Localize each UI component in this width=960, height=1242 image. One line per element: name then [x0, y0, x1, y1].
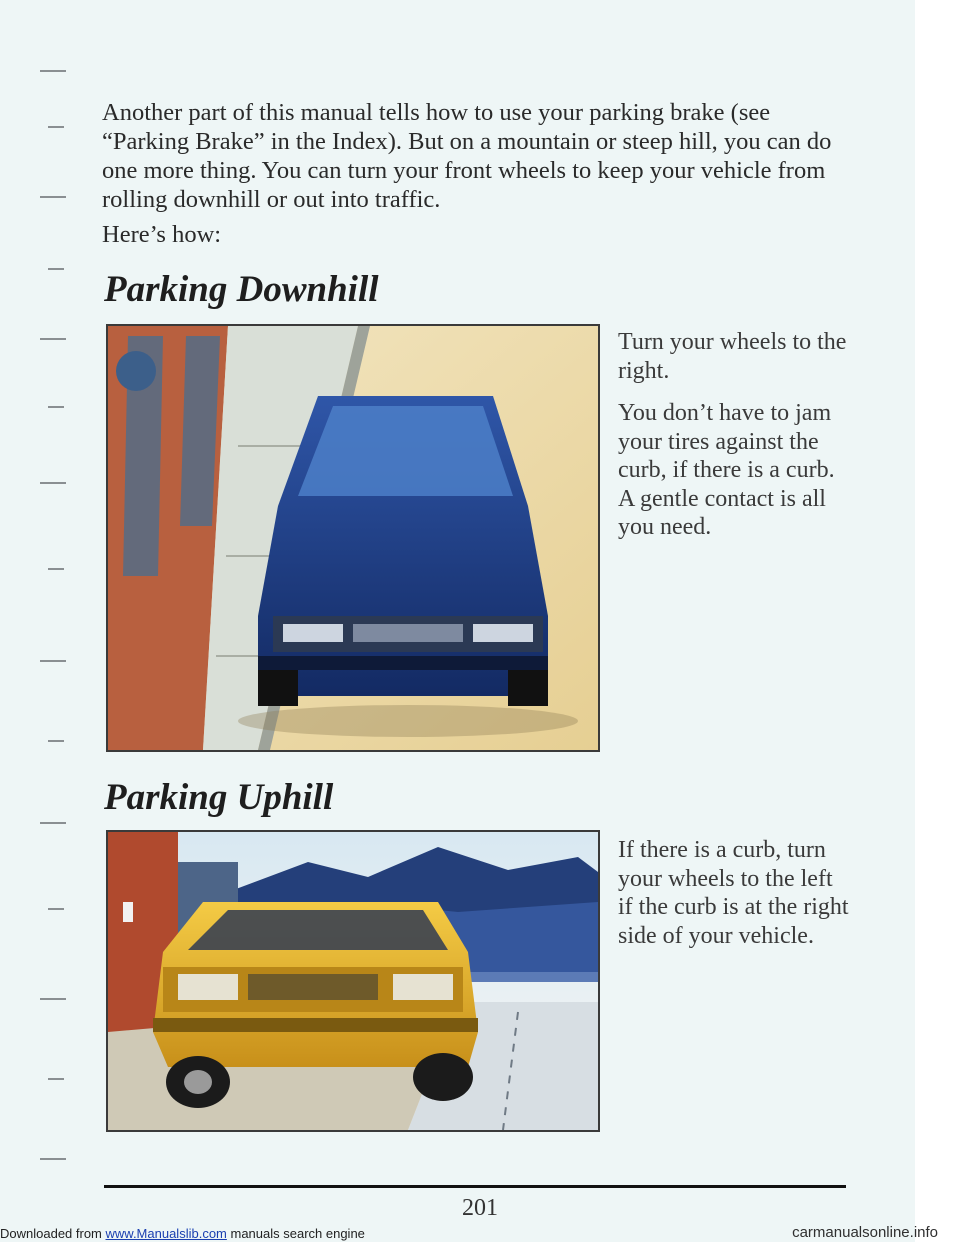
uphill-instruction-1: If there is a curb, turn your wheels to the left if the curb is at the right side of your vehicle.: [618, 837, 849, 949]
downhill-instruction-1: Turn your wheels to the right.: [618, 329, 847, 384]
footer-rule: [104, 1185, 846, 1188]
page-number: 201: [462, 1195, 498, 1221]
uphill-instructions: [618, 836, 853, 964]
downhill-instructions: [618, 328, 853, 556]
margin-tick-marks: [0, 0, 80, 1242]
download-credit: [0, 1226, 365, 1241]
intro-paragraph: Another part of this manual tells how to use your parking brake (see “Parking Brake” in the Index). But on a mountain or steep hill, you can do one more thing. You can turn your front wheels to keep your vehicle from rolling downhill or out into traffic.: [102, 99, 832, 213]
intro-lead: Here’s how:: [102, 221, 222, 248]
heading-parking-uphill: Parking Uphill: [104, 777, 334, 818]
illustration-parking-downhill: [106, 324, 600, 752]
heading-parking-downhill: Parking Downhill: [104, 269, 379, 310]
downhill-instruction-2: You don’t have to jam your tires against the curb, if there is a curb. A gentle contact is all you need.: [618, 400, 835, 540]
download-credit-suffix: manuals search engine: [226, 1226, 365, 1241]
download-credit-prefix: Downloaded from: [0, 1226, 106, 1241]
illustration-parking-uphill: [106, 830, 600, 1132]
watermark: carmanualsonline.info: [792, 1224, 938, 1241]
manualslib-link[interactable]: www.Manualslib.com: [105, 1226, 227, 1241]
